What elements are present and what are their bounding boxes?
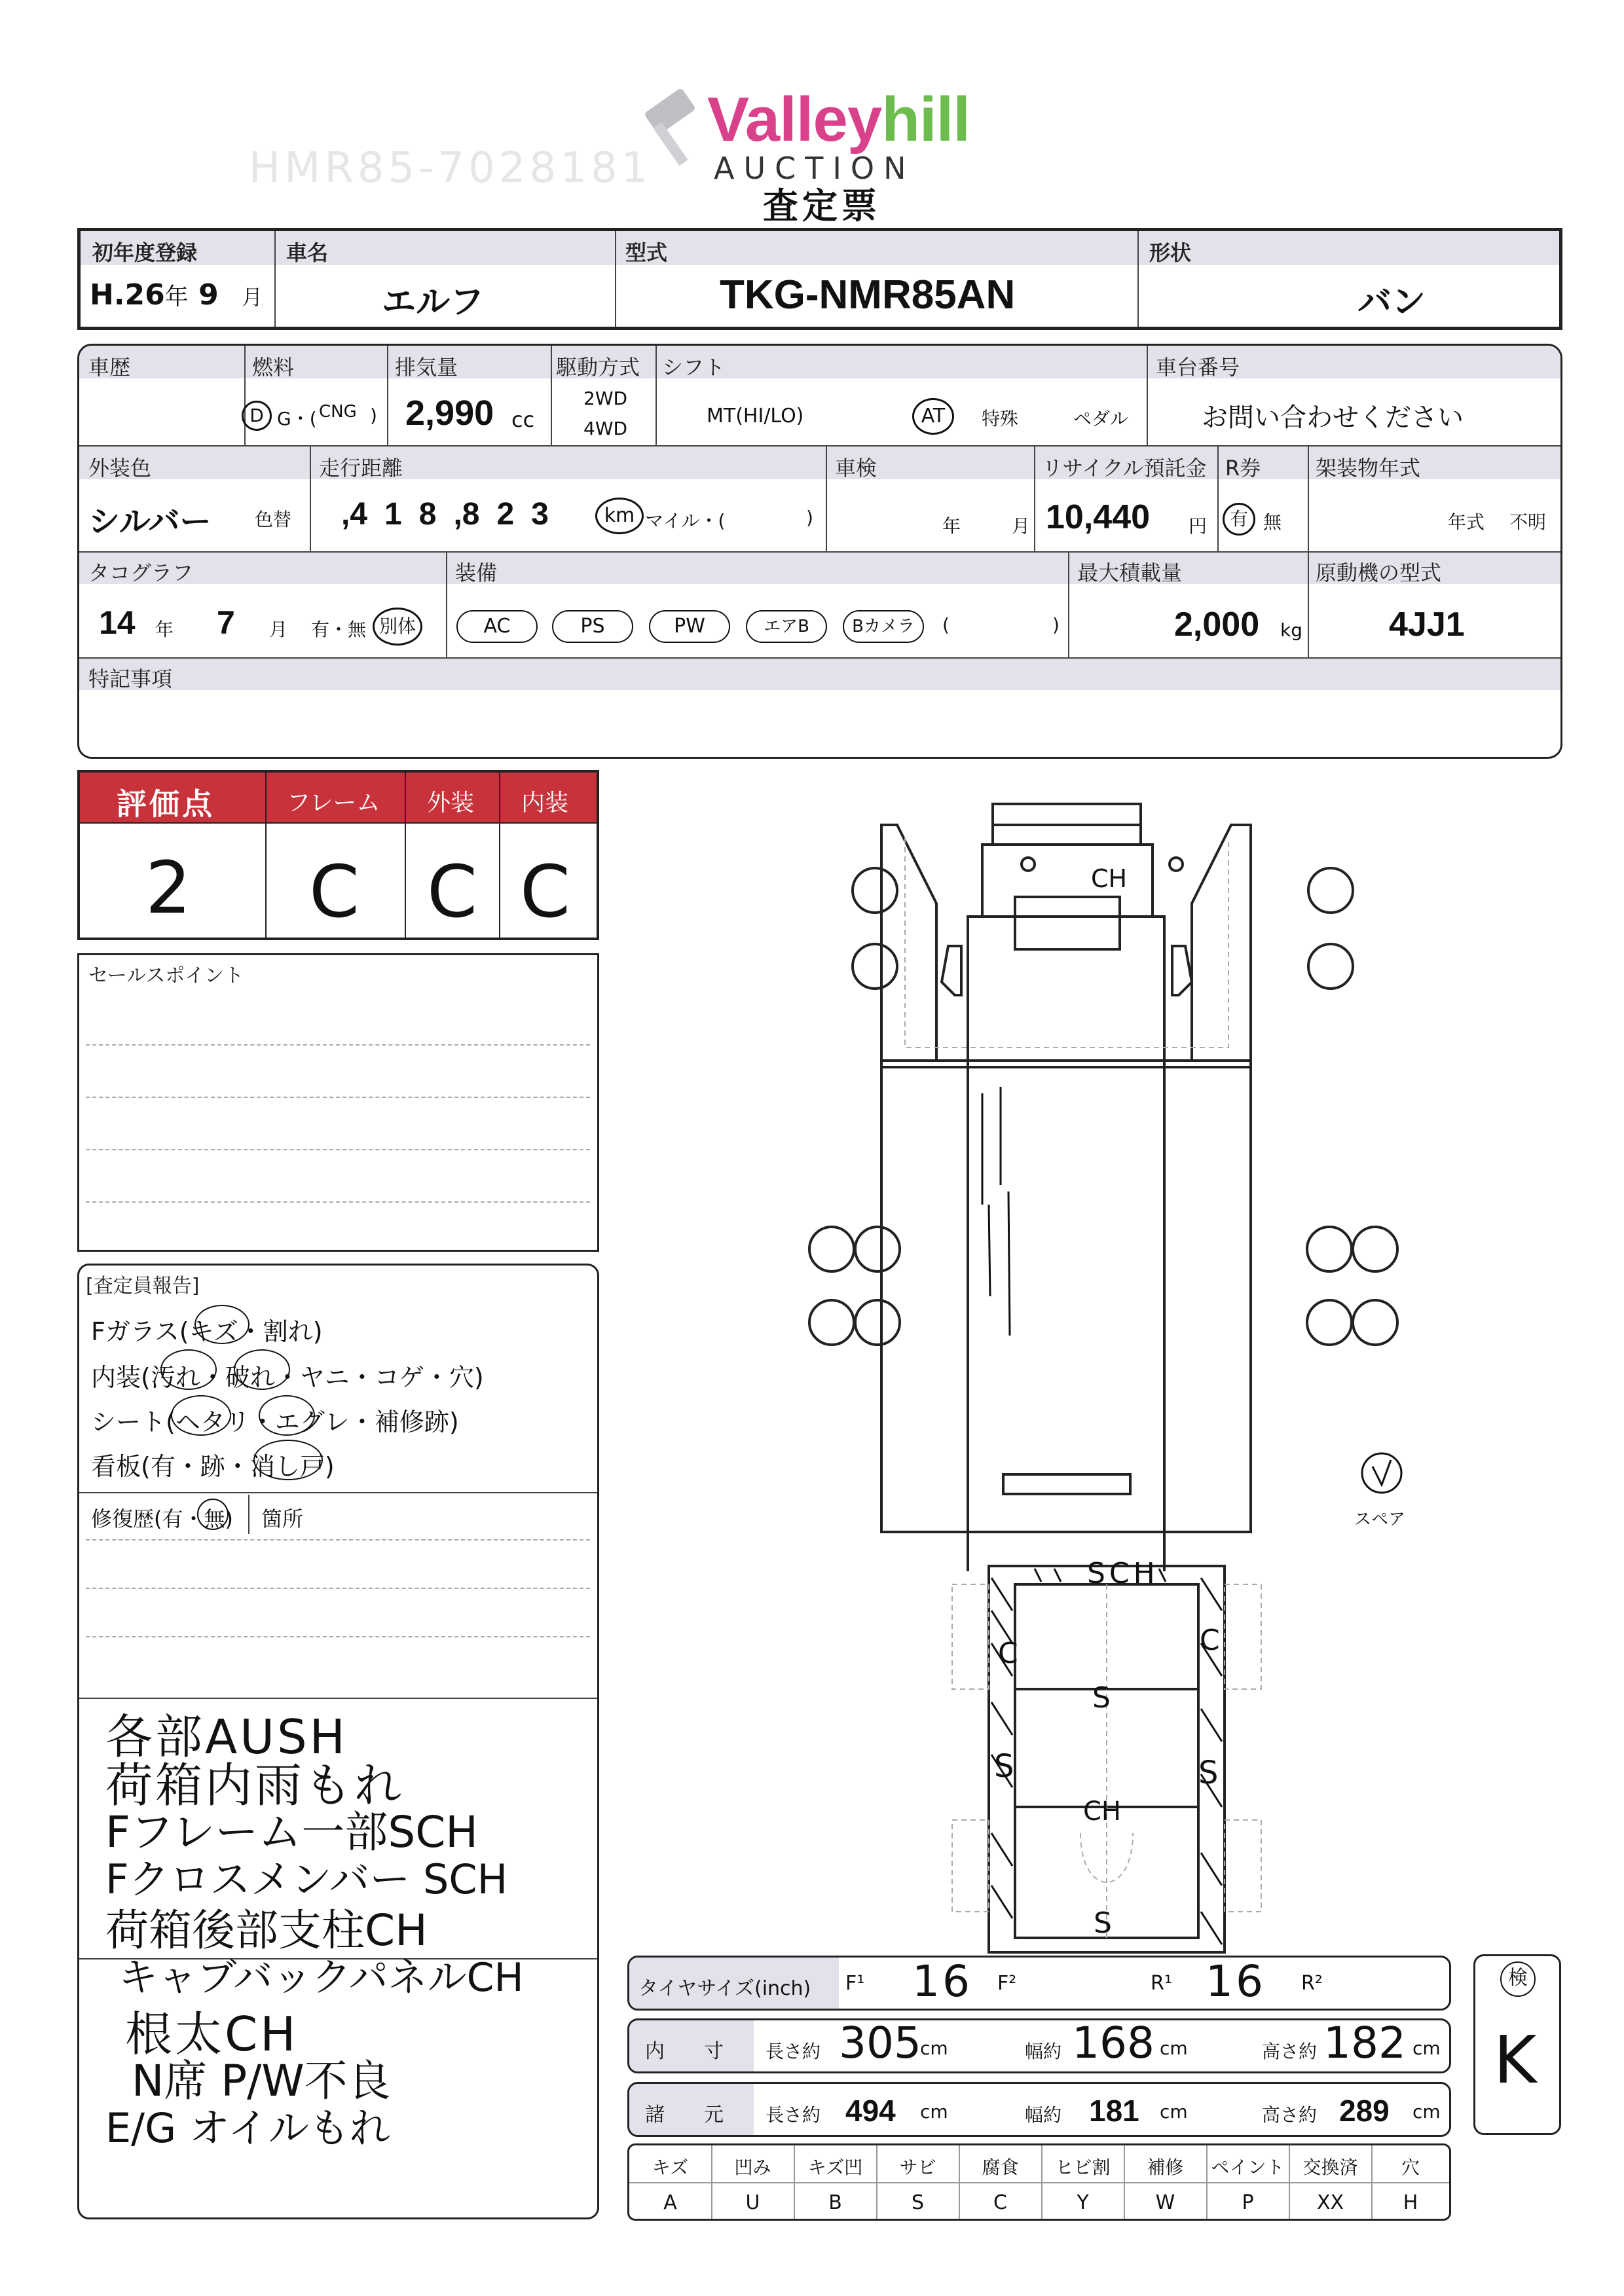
legend-dent-code: U [745,2191,760,2214]
model-code: TKG-NMR85AN [720,272,1016,318]
inner-dim-box [627,2018,1451,2073]
recycle-value: 10,440 [1046,498,1151,536]
repair-place: 箇所 [261,1506,304,1531]
legend-hole: 穴 [1401,2157,1420,2178]
inner-height: 182 [1323,2018,1406,2068]
tacho-options: 有・無 [311,619,367,640]
history-label: 車歴 [88,355,131,380]
hand-note-3: Fフレーム一部SCH [105,1807,478,1857]
equip-back-camera: Bカメラ [843,610,924,643]
displacement-label: 排気量 [395,355,458,380]
hand-note-9: E/G オイルもれ [105,2104,390,2152]
chassis-value: お問い合わせください [1202,403,1464,433]
r-ticket-no: 無 [1263,511,1282,533]
circle-repair-none [197,1499,229,1530]
spec-width-unit: cm [1160,2101,1188,2123]
equip-airbag: エアB [746,610,827,643]
first-reg-value: H.26年 9 月 [90,278,263,312]
basic-info-box [77,228,1562,330]
interior-grade: C [520,850,573,934]
tire-size-box [627,1956,1451,2011]
score-value: 2 [145,846,194,930]
legend-corrosion-code: C [993,2191,1007,2214]
fuel-gas: G・( [277,408,317,429]
hand-note-8: N席 P/W不良 [132,2056,391,2106]
cargo-s-left: S [994,1748,1014,1785]
report-interior: 内装(汚れ・破れ・ヤニ・コゲ・穴) [91,1363,484,1392]
logo-hill: hill [881,84,970,155]
equip-pw: PW [649,610,730,643]
recycle-label: リサイクル預託金 [1042,456,1207,481]
legend-repair: 補修 [1147,2157,1184,2178]
shape-label: 形状 [1149,240,1192,265]
fuel-diesel-circled: D [242,401,272,431]
spec-label: 諸 元 [645,2104,724,2126]
r-ticket-label: R券 [1225,456,1261,481]
spec-height-unit: cm [1412,2101,1441,2123]
hand-note-5: 荷箱後部支柱CH [105,1905,428,1956]
circle-egure [259,1395,315,1436]
sales-point-box [77,953,599,1252]
spec-box [627,2082,1451,2137]
body-year: 年式 [1448,511,1485,533]
vehicle-detail-box [77,344,1562,759]
inner-len-unit: cm [920,2037,948,2059]
legend-paint: ペイント [1211,2157,1285,2178]
legend-crack: ヒビ割 [1055,2157,1111,2178]
bleed-through: HMR85-7028181 [249,144,652,192]
shift-mt: MT(HI/LO) [707,405,804,428]
spare-label: スペア [1354,1510,1406,1529]
spec-len: 494 [845,2094,896,2128]
document-title: 査定票 [763,185,881,227]
inspect-box [1473,1954,1561,2135]
legend-scratch-code: A [663,2191,677,2214]
circle-yogore [160,1349,217,1390]
report-sign: 看板(有・跡・消し戸) [91,1452,335,1481]
tire-r2-label: R² [1301,1972,1323,1995]
tacho-year: 14 [99,604,136,641]
legend-scratch: キズ [652,2157,689,2178]
spec-height-label: 高さ約 [1262,2104,1318,2126]
hand-note-2: 荷箱内雨もれ [105,1758,405,1813]
tire-f1: 16 [912,1956,972,2007]
truck-top-diagram [786,786,1428,1571]
inner-len-label: 長さ約 [766,2041,821,2062]
hand-note-7: 根太CH [125,2007,299,2062]
hand-note-1: 各部AUSH [105,1709,348,1764]
spec-len-unit: cm [920,2101,948,2123]
frame-grade: C [309,850,362,934]
mileage-km-circled: km [595,498,644,534]
shift-special: 特殊 [982,408,1019,429]
logo-auction: AUCTION [714,151,915,186]
inner-height-unit: cm [1412,2037,1441,2059]
report-seat: シート(ヘタリ・エグレ・補修跡) [91,1408,459,1436]
score-label: 評価点 [117,786,215,822]
recycle-unit: 円 [1189,515,1208,537]
equip-ac: AC [456,610,538,643]
circle-hetari [171,1395,231,1436]
mileage-close: ) [806,507,813,528]
inspection-month: 月 [1012,515,1031,537]
r-ticket-yes-circled: 有 [1223,503,1255,536]
circle-kizu [194,1305,249,1344]
score-box [77,770,599,940]
inner-width: 168 [1072,2018,1154,2068]
inner-height-label: 高さ約 [1262,2041,1318,2062]
cargo-top-mark: SCH [1087,1557,1159,1590]
inspector-report-box [77,1264,599,2219]
shape-value: バン [1357,283,1426,322]
inner-width-label: 幅約 [1025,2041,1062,2062]
inspection-label: 車検 [835,456,877,481]
report-fglass: Fガラス(キズ・割れ) [91,1317,323,1346]
engine-model: 4JJ1 [1389,606,1465,644]
color-change: 色替 [255,509,292,530]
color-label: 外装色 [88,456,152,481]
interior-label: 内装 [521,790,569,816]
shift-at-circled: AT [912,398,954,435]
equip-close: ) [1052,614,1060,636]
drive-2wd: 2WD [583,388,628,409]
spec-width: 181 [1089,2094,1139,2128]
legend-rust-code: S [911,2191,925,2214]
hand-note-6: キャブバックパネルCH [119,1955,524,2001]
cargo-s-bottom: S [1094,1906,1112,1940]
circle-keshi [253,1440,323,1480]
cargo-box-diagram [943,1558,1270,1964]
legend-paint-code: P [1242,2191,1254,2214]
tire-f1-label: F¹ [845,1972,865,1995]
cargo-ch-mark: CH [1083,1796,1122,1827]
legend-repair-code: W [1155,2191,1175,2214]
spec-width-label: 幅約 [1025,2104,1062,2126]
diagram-front-mark: CH [1091,864,1128,893]
body-year-label: 架装物年式 [1316,456,1421,481]
displacement-unit: cc [511,407,535,432]
max-load: 2,000 [1174,606,1260,644]
inner-label: 内 寸 [645,2040,724,2063]
legend-scratch-dent-code: B [828,2191,842,2214]
cargo-s-mid: S [1092,1681,1111,1715]
notes-label: 特記事項 [88,666,173,691]
spec-len-label: 長さ約 [766,2104,821,2126]
inspect-label: 検 [1500,1961,1536,1997]
mileage-digits: ,4 1 8 ,8 2 3 [341,497,549,532]
tire-f2-label: F² [997,1972,1017,1995]
inner-width-unit: cm [1160,2037,1188,2059]
shift-label: シフト [662,355,726,380]
legend-rust: サビ [899,2157,936,2178]
mileage-mile: マイル・( [645,510,726,532]
exterior-label: 外装 [427,790,475,816]
cargo-c-left: C [998,1637,1018,1670]
drive-label: 駆動方式 [556,355,640,380]
tire-r1-label: R¹ [1151,1972,1172,1995]
max-load-label: 最大積載量 [1077,560,1183,585]
tacho-label: タコグラフ [88,560,194,585]
exterior-grade: C [427,850,480,934]
legend-replaced-code: XX [1316,2191,1344,2214]
max-load-unit: kg [1280,619,1302,641]
inspector-label: [査定員報告] [86,1275,200,1298]
tire-r1: 16 [1206,1956,1266,2007]
tacho-month: 7 [217,604,235,641]
model-label: 型式 [625,240,668,265]
inner-len: 305 [839,2018,921,2068]
drive-4wd: 4WD [583,418,628,439]
fuel-close: ) [370,405,377,426]
cargo-s-right: S [1198,1755,1219,1791]
legend-scratch-dent: キズ凹 [807,2157,863,2178]
displacement: 2,990 [405,393,494,433]
color-value: シルバー [88,503,212,540]
tacho-month-unit: 月 [269,619,288,640]
inspection-year: 年 [942,515,961,537]
damage-legend [627,2143,1451,2221]
engine-label: 原動機の型式 [1316,560,1442,585]
equip-ps: PS [552,610,633,643]
cargo-c-right: C [1200,1624,1220,1657]
logo-valley: Valley [707,84,882,155]
car-name: エルフ [382,283,485,322]
equip-open: ( [942,614,950,636]
car-name-label: 車名 [286,240,329,265]
body-year-unknown: 不明 [1509,511,1547,533]
mileage-label: 走行距離 [319,456,403,481]
circle-yabure [234,1349,290,1390]
fuel-label: 燃料 [252,355,295,380]
repair-history: 修復歴(有・無) [91,1506,233,1531]
hand-note-4: Fクロスメンバー SCH [105,1855,508,1903]
legend-replaced: 交換済 [1302,2157,1358,2178]
tacho-separate-circled: 別体 [373,608,422,646]
sales-point-label: セールスポイント [88,964,244,987]
inspect-value: K [1494,2022,1540,2098]
spec-height: 289 [1339,2094,1390,2128]
tacho-year-unit: 年 [155,619,174,640]
frame-label: フレーム [287,790,380,816]
legend-corrosion: 腐食 [982,2157,1019,2178]
tire-label: タイヤサイズ(inch) [638,1977,811,2000]
first-reg-label: 初年度登録 [92,240,198,265]
fuel-cng: CNG [319,402,357,422]
equip-label: 装備 [455,560,498,585]
legend-crack-code: Y [1077,2191,1089,2214]
legend-dent: 凹み [734,2157,771,2178]
shift-pedal: ペダル [1073,408,1129,429]
legend-hole-code: H [1403,2191,1418,2214]
chassis-label: 車台番号 [1156,355,1240,380]
